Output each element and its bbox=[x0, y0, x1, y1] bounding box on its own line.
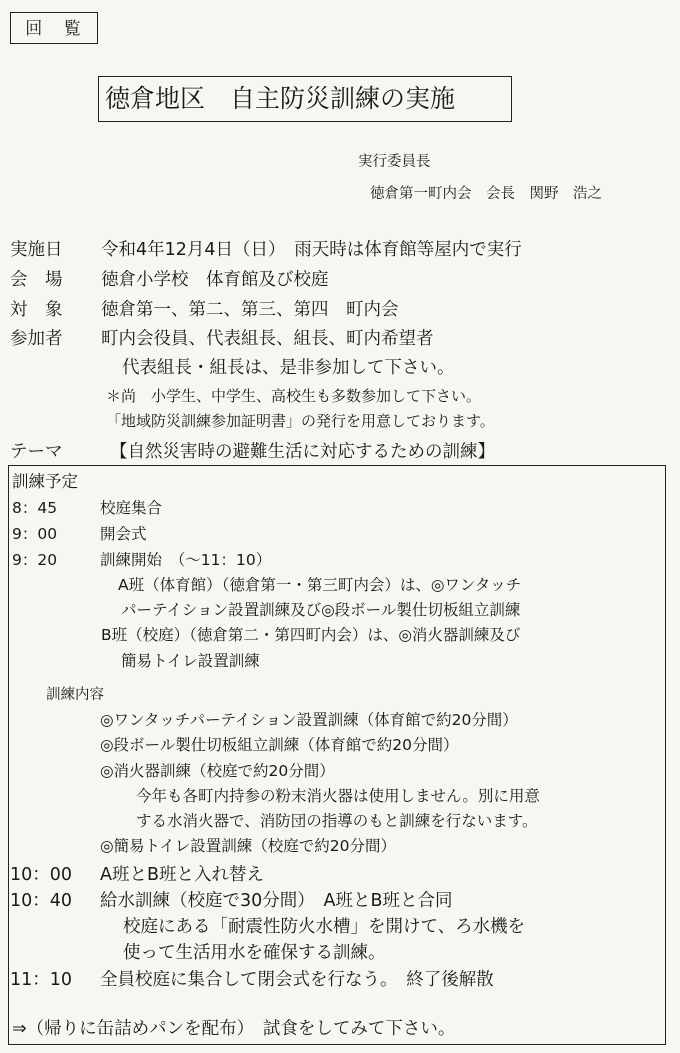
schedule-time: 9：20 bbox=[12, 551, 58, 569]
schedule-text: A班とB班と入れ替え bbox=[100, 865, 264, 885]
circulation-label: 回 覧 bbox=[10, 12, 98, 44]
schedule-text: 校庭集合 bbox=[100, 499, 163, 517]
water-note-1: 校庭にある「耐震性防火水槽」を開けて、ろ水機を bbox=[123, 917, 526, 937]
schedule-heading: 訓練予定 bbox=[12, 472, 78, 491]
group-b-line2: 簡易トイレ設置訓練 bbox=[121, 652, 260, 670]
schedule-time: 10：40 bbox=[10, 891, 73, 911]
schedule-time: 10：00 bbox=[10, 865, 73, 885]
content-item: ◎消火器訓練（校庭で約20分間） bbox=[100, 762, 335, 780]
extinguisher-note-1: 今年も各町内持参の粉末消火器は使用しません。別に用意 bbox=[136, 787, 540, 805]
group-b-line1: B班（校庭）（徳倉第二・第四町内会）は、◎消火器訓練及び bbox=[101, 626, 521, 644]
theme-label: テーマ bbox=[10, 442, 63, 462]
group-a-line2: パーテイション設置訓練及び◎段ボール製仕切板組立訓練 bbox=[121, 601, 521, 619]
signature-title: 実行委員長 bbox=[358, 154, 431, 170]
water-note-2: 使って生活用水を確保する訓練。 bbox=[123, 943, 386, 963]
footer-note: ⇒（帰りに缶詰めパンを配布） 試食をしてみて下さい。 bbox=[12, 1019, 456, 1039]
group-a-line1: A班（体育館）（徳倉第一・第三町内会）は、◎ワンタッチ bbox=[118, 576, 522, 594]
date-label: 実施日 bbox=[10, 240, 63, 260]
participants-note: 代表組長・組長は、是非参加して下さい。 bbox=[122, 358, 455, 378]
signature-name: 徳倉第一町内会 会長 関野 浩之 bbox=[370, 186, 602, 202]
schedule-time: 11：10 bbox=[10, 970, 73, 990]
schedule-text: 給水訓練（校庭で30分間） A班とB班と合同 bbox=[100, 891, 453, 911]
schedule-text: 訓練開始 （～11：10） bbox=[100, 551, 272, 569]
participants-label: 参加者 bbox=[10, 329, 63, 349]
schedule-time: 9：00 bbox=[12, 525, 58, 543]
page-title: 徳倉地区 自主防災訓練の実施 bbox=[98, 76, 512, 122]
participants-value: 町内会役員、代表組長、組長、町内希望者 bbox=[101, 329, 434, 349]
schedule-time: 8：45 bbox=[12, 499, 58, 517]
venue-value: 徳倉小学校 体育館及び校庭 bbox=[101, 270, 329, 290]
target-label: 対 象 bbox=[10, 300, 63, 320]
target-value: 徳倉第一、第二、第三、第四 町内会 bbox=[101, 300, 399, 320]
venue-label: 会 場 bbox=[10, 270, 63, 290]
schedule-text: 全員校庭に集合して閉会式を行なう。 終了後解散 bbox=[100, 970, 494, 990]
contents-heading: 訓練内容 bbox=[46, 687, 104, 703]
certificate-note: 「地域防災訓練参加証明書」の発行を用意しております。 bbox=[106, 412, 495, 430]
theme-value: 【自然災害時の避難生活に対応するための訓練】 bbox=[110, 442, 495, 462]
content-item: ◎ワンタッチパーテイション設置訓練（体育館で約20分間） bbox=[100, 711, 518, 729]
content-item: ◎段ボール製仕切板組立訓練（体育館で約20分間） bbox=[100, 736, 459, 754]
date-value: 令和4年12月4日（日） 雨天時は体育館等屋内で実行 bbox=[101, 240, 522, 260]
extinguisher-note-2: する水消火器で、消防団の指導のもと訓練を行ないます。 bbox=[136, 812, 538, 830]
schedule-text: 開会式 bbox=[100, 525, 147, 543]
content-item: ◎簡易トイレ設置訓練（校庭で約20分間） bbox=[100, 837, 396, 855]
students-note: ＊尚 小学生、中学生、高校生も多数参加して下さい。 bbox=[106, 387, 482, 405]
